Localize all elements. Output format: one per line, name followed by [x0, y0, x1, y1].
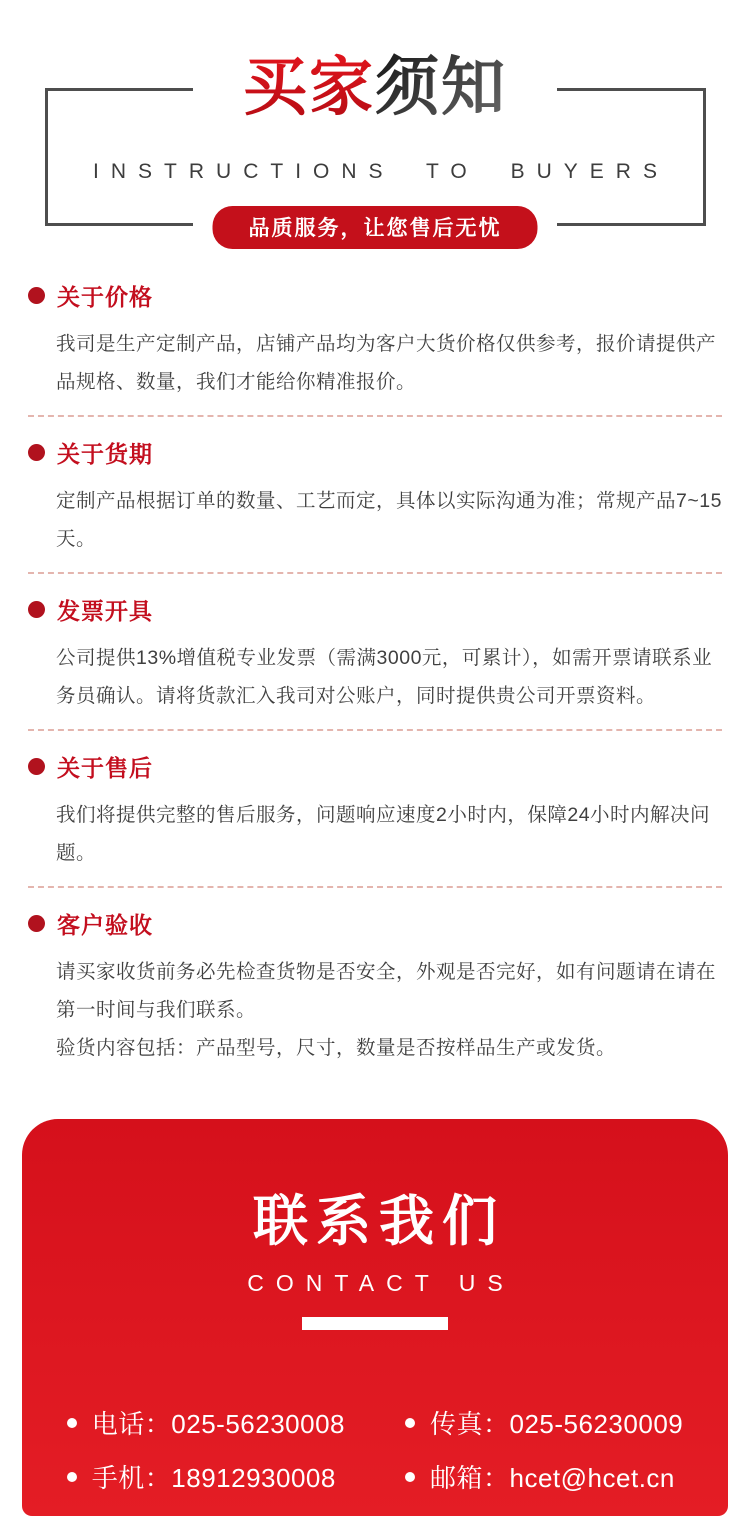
section-lead-time — [28, 417, 722, 574]
section-paragraph: 我司是生产定制产品，店铺产品均为客户大货价格仅供参考，报价请提供产品规格、数量，我们才能给你精准报价。 — [56, 333, 717, 393]
section-invoice — [28, 574, 722, 731]
section-title: 关于货期 — [57, 441, 153, 467]
contact-label: 邮箱： — [430, 1463, 510, 1493]
section-body — [56, 325, 722, 401]
contact-label: 电话： — [91, 1409, 172, 1439]
contact-value: 18912930008 — [171, 1463, 336, 1493]
contact-label: 手机： — [91, 1463, 172, 1493]
section-title: 客户验收 — [57, 912, 153, 938]
page-title — [0, 52, 750, 122]
bullet-dot-icon — [28, 758, 45, 775]
contact-item-fax — [405, 1404, 683, 1441]
contact-text — [92, 1458, 336, 1495]
page-subtitle-en: INSTRUCTIONS TO BUYERS — [93, 160, 669, 183]
section-paragraph: 请买家收货前务必先检查货物是否安全，外观是否完好，如有问题请在请在第一时间与我们联系。 — [56, 961, 717, 1021]
notice-sections — [0, 252, 750, 1081]
contact-item-phone — [67, 1404, 345, 1441]
section-body — [56, 482, 722, 558]
quality-service-banner: 品质服务，让您售后无忧 — [213, 206, 538, 249]
bullet-dot-icon — [28, 601, 45, 618]
bullet-dot-icon — [28, 287, 45, 304]
white-dot-icon — [405, 1472, 415, 1482]
section-title: 关于价格 — [57, 284, 153, 310]
white-dot-icon — [67, 1472, 77, 1482]
section-heading — [28, 593, 722, 626]
contact-text — [430, 1458, 675, 1495]
section-paragraph: 我们将提供完整的售后服务，问题响应速度2小时内，保障24小时内解决问题。 — [56, 804, 711, 864]
contact-underline-bar — [302, 1317, 448, 1330]
section-paragraph: 验货内容包括：产品型号，尺寸，数量是否按样品生产或发货。 — [56, 1037, 617, 1059]
section-heading — [28, 436, 722, 469]
bullet-dot-icon — [28, 915, 45, 932]
section-body — [56, 953, 722, 1067]
section-title: 关于售后 — [57, 755, 153, 781]
contact-label: 传真： — [430, 1409, 510, 1439]
section-after-sales — [28, 731, 722, 888]
page-title-dark-part: 须知 — [375, 51, 507, 123]
section-paragraph: 公司提供13%增值税专业发票（需满3000元，可累计），如需开票请联系业务员确认。请将货款汇入我司对公账户，同时提供贵公司开票资料。 — [56, 647, 713, 707]
contact-text — [430, 1404, 683, 1441]
header — [0, 0, 750, 252]
contact-value: 025-56230008 — [171, 1409, 345, 1439]
contact-card — [22, 1119, 728, 1516]
section-heading — [28, 907, 722, 940]
section-title: 发票开具 — [57, 598, 153, 624]
section-acceptance — [28, 888, 722, 1081]
section-paragraph: 定制产品根据订单的数量、工艺而定，具体以实际沟通为准；常规产品7~15天。 — [56, 490, 722, 550]
contact-title: 联系我们 — [252, 1190, 505, 1252]
section-heading — [28, 279, 722, 312]
section-heading — [28, 750, 722, 783]
bullet-dot-icon — [28, 444, 45, 461]
contact-value: 025-56230009 — [509, 1409, 684, 1439]
contact-grid — [22, 1404, 728, 1495]
white-dot-icon — [405, 1418, 415, 1428]
contact-item-mobile — [67, 1458, 345, 1495]
white-dot-icon — [67, 1418, 77, 1428]
page-title-red-part: 买家 — [243, 51, 375, 123]
contact-item-email — [405, 1458, 683, 1495]
contact-value: hcet@hcet.cn — [509, 1463, 675, 1493]
section-body — [56, 796, 722, 872]
contact-subtitle-en: CONTACT US — [247, 1270, 515, 1296]
contact-text — [92, 1404, 345, 1441]
section-about-price — [28, 260, 722, 417]
section-body — [56, 639, 722, 715]
